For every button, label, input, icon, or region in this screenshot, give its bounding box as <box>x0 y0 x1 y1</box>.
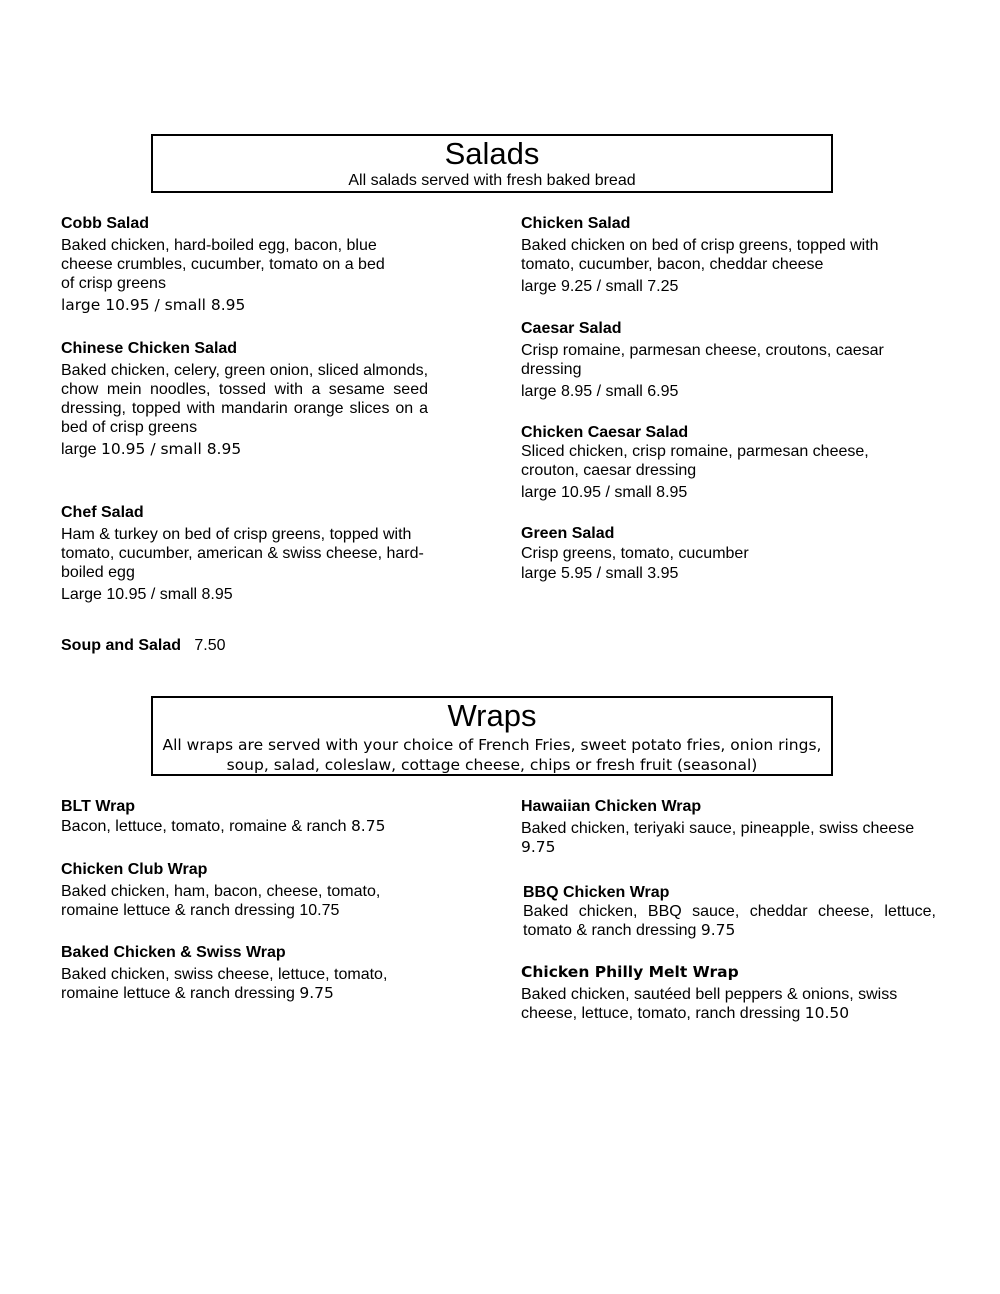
item-name: BLT Wrap <box>61 798 136 815</box>
item-price: 8.75 <box>350 817 386 835</box>
item-description <box>523 902 936 940</box>
item-name: Cobb Salad <box>61 215 150 232</box>
item-name: Chicken Philly Melt Wrap <box>521 963 739 981</box>
item-price: 7.50 <box>194 637 226 654</box>
menu-item-hawaiian-chicken-wrap <box>521 797 936 857</box>
item-price: 10.75 <box>299 902 340 919</box>
menu-item-soup-and-salad <box>61 636 361 655</box>
item-description: Ham & turkey on bed of crisp greens, topped with tomato, cucumber, american & swiss cheese, hard-boiled egg <box>61 526 424 581</box>
item-price: large 10.95 / small 8.95 <box>521 484 688 501</box>
item-price-values: 10.95 / small 8.95 <box>101 440 242 458</box>
item-name: Soup and Salad <box>61 637 182 654</box>
item-description: Baked chicken on bed of crisp greens, topped with tomato, cucumber, bacon, cheddar cheese <box>521 237 879 273</box>
menu-item-bbq-chicken-wrap <box>523 883 936 940</box>
item-price: large 5.95 / small 3.95 <box>521 565 679 582</box>
item-price: large 9.25 / small 7.25 <box>521 278 679 295</box>
salads-subtitle: All salads served with fresh baked bread <box>348 172 636 189</box>
item-name: Chicken Salad <box>521 215 631 232</box>
menu-item-chicken-club-wrap <box>61 860 401 920</box>
menu-item-cobb-salad <box>61 214 401 315</box>
item-price: 9.75 <box>521 838 556 856</box>
item-name: Baked Chicken & Swiss Wrap <box>61 944 286 961</box>
item-price: 10.50 <box>804 1004 850 1022</box>
wraps-subtitle: All wraps are served with your choice of French Fries, sweet potato fries, onion rings, soup, salad, coleslaw, cottage cheese, chips or fresh fruit (seasonal) <box>162 736 822 774</box>
item-description-text: Bacon, lettuce, tomato, romaine & ranch <box>61 818 347 835</box>
item-description: Crisp romaine, parmesan cheese, croutons, caesar dressing <box>521 342 884 378</box>
item-price: large 10.95 / small 8.95 <box>61 296 246 314</box>
item-description-text: Baked chicken, swiss cheese, lettuce, tomato, romaine lettuce & ranch dressing <box>61 966 388 1002</box>
menu-item-green-salad <box>521 524 901 583</box>
wraps-title: Wraps <box>447 698 537 733</box>
item-name: Caesar Salad <box>521 320 622 337</box>
item-name: Chicken Caesar Salad <box>521 424 689 441</box>
item-name: Chef Salad <box>61 504 144 521</box>
item-price: 9.75 <box>299 984 334 1002</box>
item-description <box>521 985 921 1023</box>
item-description-text: Baked chicken, ham, bacon, cheese, tomato, romaine lettuce & ranch dressing <box>61 883 381 919</box>
menu-item-chicken-salad <box>521 214 901 296</box>
menu-item-caesar-salad <box>521 319 901 401</box>
item-description <box>61 965 406 1003</box>
item-description-text: Baked chicken, sautéed bell peppers & onions, swiss cheese, lettuce, tomato, ranch dressing <box>521 986 898 1022</box>
item-name: Hawaiian Chicken Wrap <box>521 798 702 815</box>
item-description: Baked chicken, celery, green onion, sliced almonds, chow mein noodles, tossed with a sesame seed dressing, topped with mandarin orange slices on a bed of crisp greens <box>61 362 429 436</box>
item-name: BBQ Chicken Wrap <box>523 884 670 901</box>
menu-item-chef-salad <box>61 503 431 604</box>
item-description: Crisp greens, tomato, cucumber <box>521 545 749 562</box>
item-description <box>61 817 461 836</box>
item-name: Green Salad <box>521 525 615 542</box>
item-description-text: Baked chicken, BBQ sauce, cheddar cheese, lettuce, tomato & ranch dressing <box>523 903 936 939</box>
salads-title: Salads <box>444 136 540 171</box>
item-price: 9.75 <box>700 921 736 939</box>
item-description <box>521 819 936 857</box>
menu-item-chinese-chicken-salad <box>61 339 428 459</box>
item-description: Sliced chicken, crisp romaine, parmesan cheese, crouton, caesar dressing <box>521 443 869 479</box>
menu-item-chicken-caesar-salad <box>521 423 901 502</box>
item-price-prefix: large <box>61 441 97 458</box>
item-name: Chinese Chicken Salad <box>61 340 238 357</box>
item-description-text: Baked chicken, teriyaki sauce, pineapple, swiss cheese <box>521 820 915 837</box>
item-price <box>61 440 428 459</box>
item-price: large 8.95 / small 6.95 <box>521 383 679 400</box>
menu-item-blt-wrap <box>61 797 461 836</box>
salads-header-box <box>151 134 833 193</box>
item-name: Chicken Club Wrap <box>61 861 208 878</box>
item-description: Baked chicken, hard-boiled egg, bacon, blue cheese crumbles, cucumber, tomato on a bed of crisp greens <box>61 237 385 292</box>
wraps-header-box <box>151 696 833 776</box>
menu-item-baked-chicken-swiss-wrap <box>61 943 406 1003</box>
item-description <box>61 882 401 920</box>
menu-item-chicken-philly-melt-wrap <box>521 963 921 1023</box>
item-price: Large 10.95 / small 8.95 <box>61 586 233 603</box>
